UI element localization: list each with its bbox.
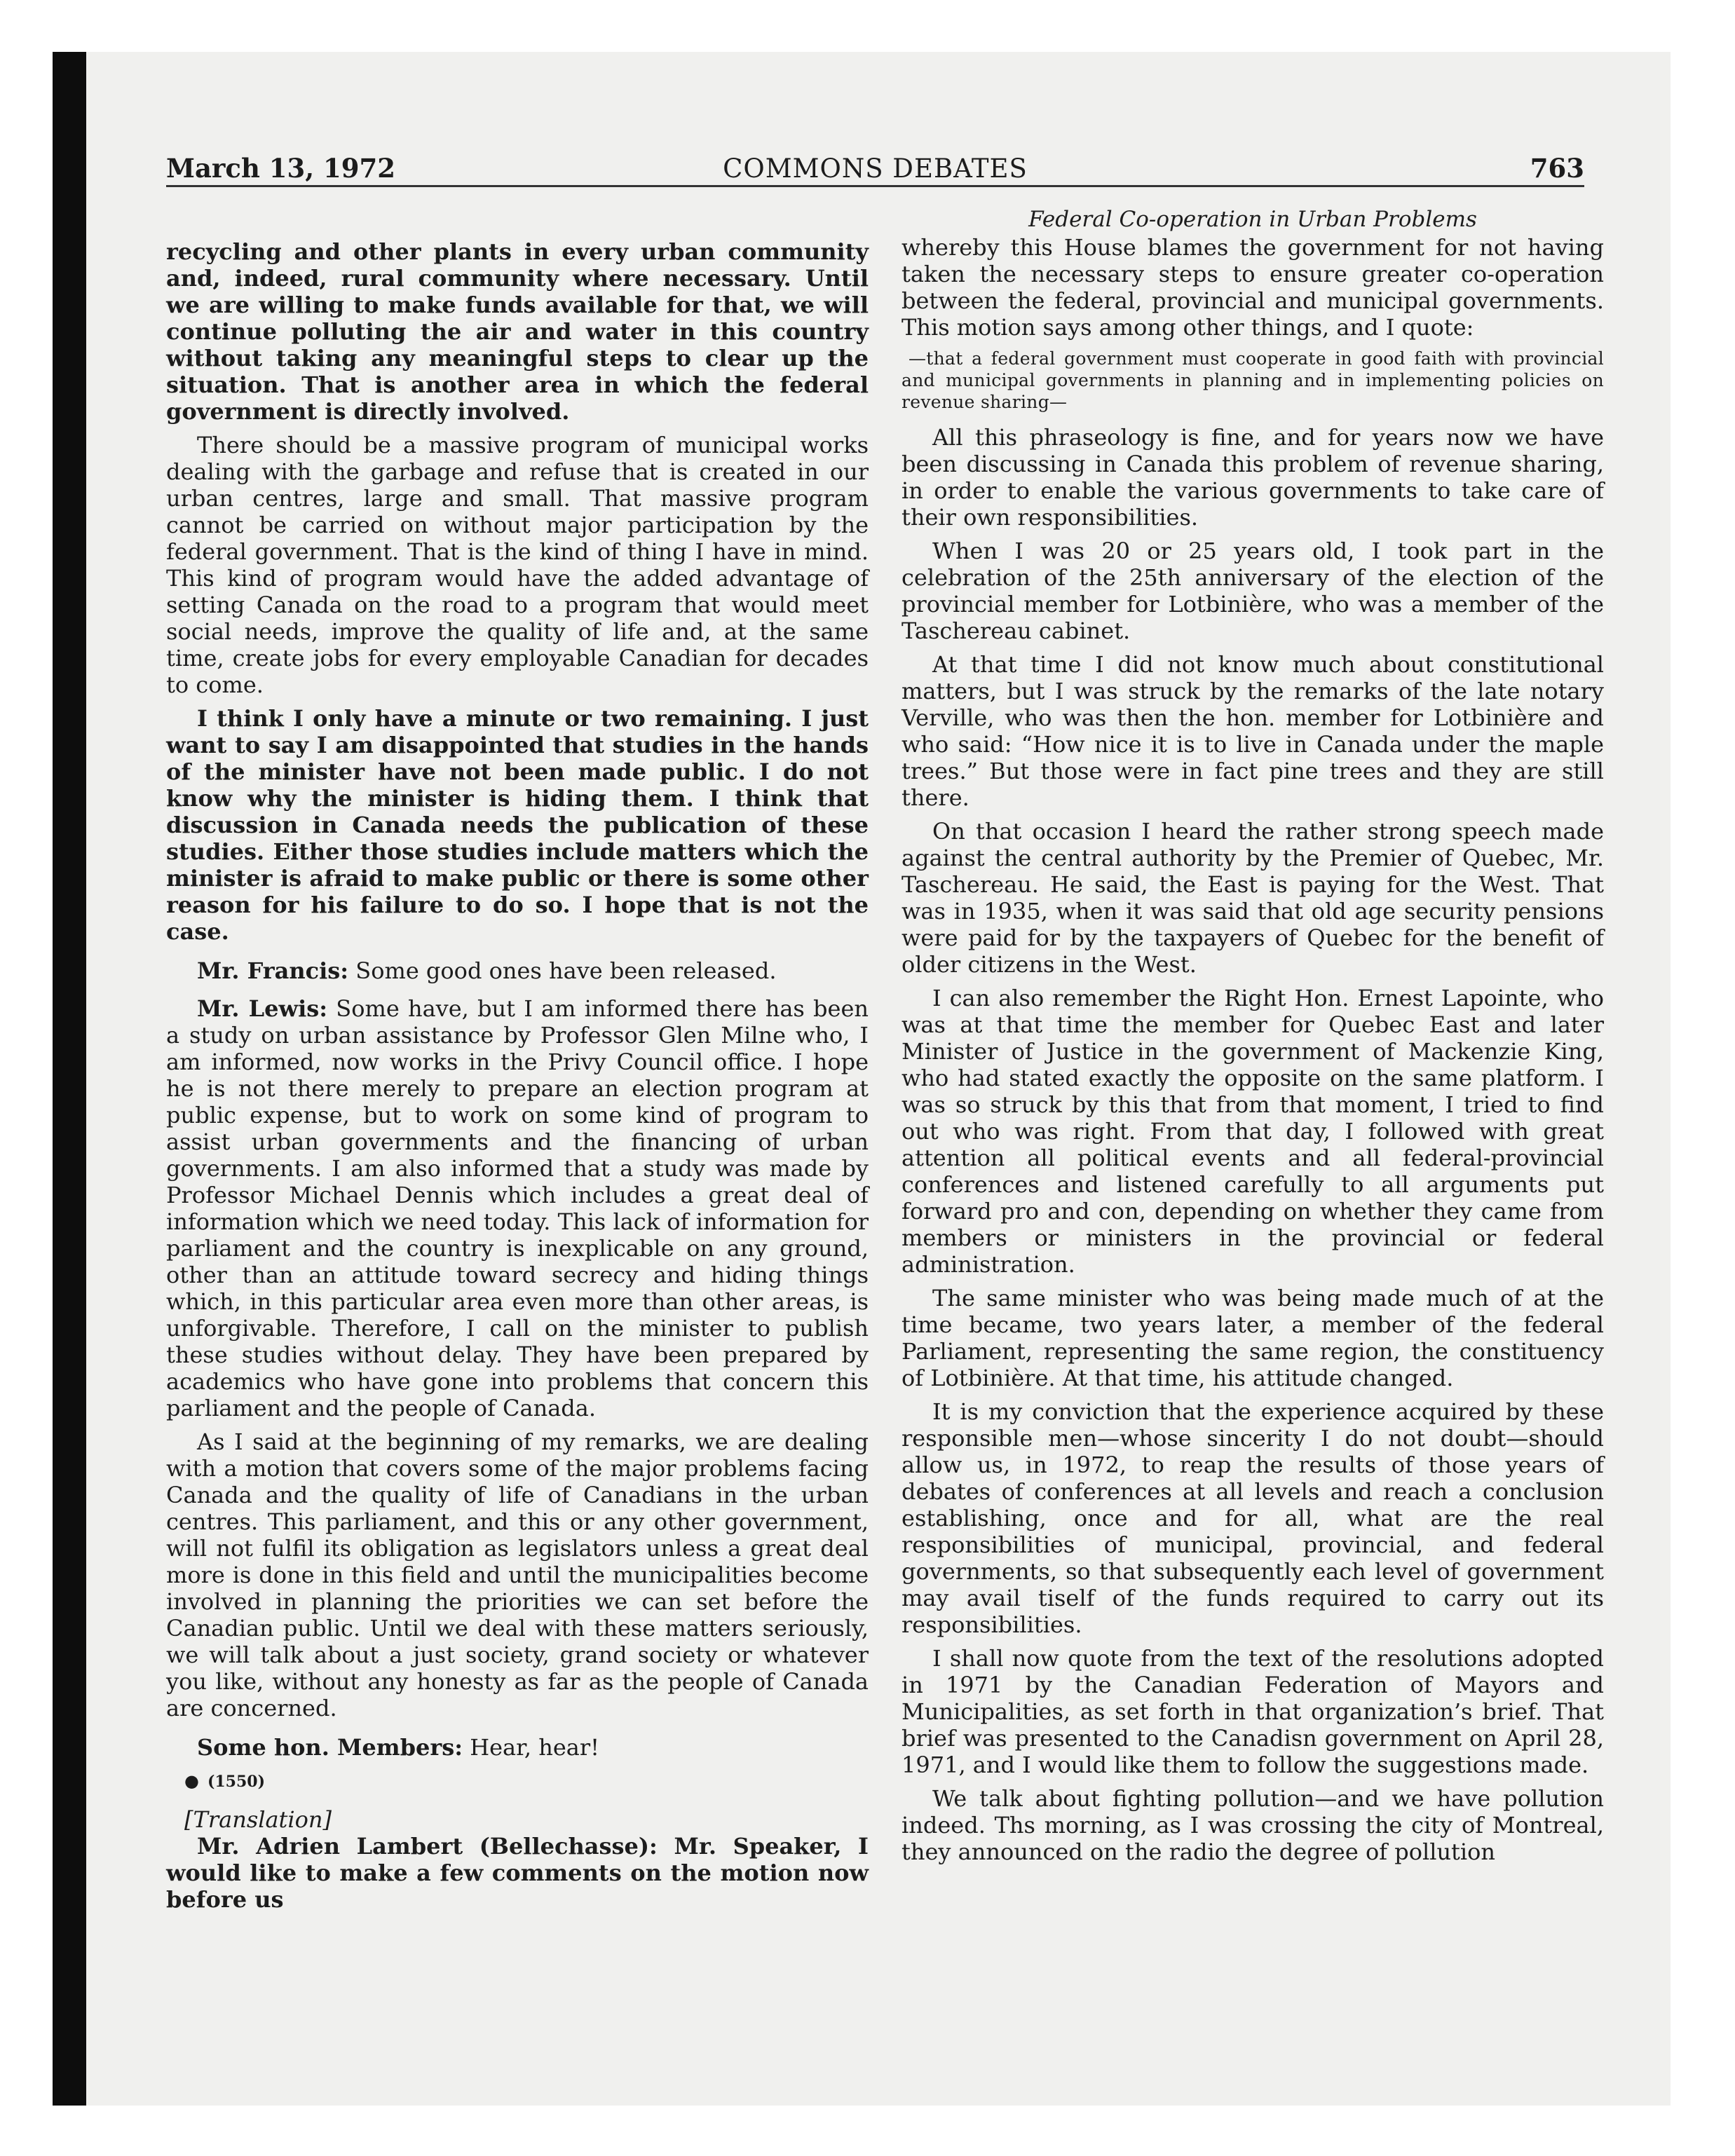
speech-text: Some have, but I am informed there has been a study on urban assistance by Professor Glen Milne who, I am informed, now works in the Privy Council office. I hope he is not there merely to prepare an election program at public expense, but to work on some kind of program to assist urban governments and the financing of urban governments. I am also informed that a study was made by Professor Michael Dennis which includes a great deal of information which we need today. This lack of information for parliament and the country is inexplicable on any ground, other than an attitude toward secrecy and hiding things which, in this particular area even more than other areas, is unforgivable. Therefore, I call on the minister to publish these studies without delay. They have been prepared by academics who have gone into problems that concern this parliament and the people of Canada. [166, 995, 869, 1421]
speech-text: Some good ones have been released. [355, 957, 777, 984]
paragraph: When I was 20 or 25 years old, I took part in the celebration of the 25th anniversary of the election of the provincial member for Lotbinière, who was a member of the Taschereau cabinet. [901, 538, 1604, 644]
header-page-number: 763 [1530, 153, 1584, 184]
bullet-icon: ● [184, 1770, 199, 1791]
paragraph: There should be a massive program of municipal works dealing with the garbage and refuse that is created in our urban centres, large and small. That massive program cannot be carried on without major participation by the federal government. That is the kind of thing I have in mind. This kind of program would have the added advantage of setting Canada on the road to a program that would meet social needs, improve the quality of life and, at the same time, create jobs for every employable Canadian for decades to come. [166, 432, 869, 698]
speaker-name: Mr. Francis: [197, 957, 349, 984]
paragraph: We talk about fighting pollution—and we have pollution indeed. Ths morning, as I was crossing the city of Montreal, they announced on the radio the degree of pollution [901, 1785, 1604, 1865]
binding-edge [53, 52, 86, 2106]
time-marker-text: (1550) [207, 1773, 266, 1791]
paragraph: I shall now quote from the text of the resolutions adopted in 1971 by the Canadian Federation of Mayors and Municipalities, as set forth in that organization’s brief. That brief was presented to the Canadisn government on April 28, 1971, and I would like them to follow the suggestions made. [901, 1645, 1604, 1778]
paragraph: It is my conviction that the experience acquired by these responsible men—whose sincerity I do not doubt—should allow us, in 1972, to reap the results of those years of debates of conferences at all levels and reach a conclusion establishing, once and for all, what are the real responsibilities of municipal, provincial, and federal governments, so that subsequently each level of government may avail tiself of the funds required to carry out its responsibilities. [901, 1398, 1604, 1638]
header-date: March 13, 1972 [166, 153, 395, 184]
paragraph: whereby this House blames the government for not having taken the necessary steps to ensure greater co-operation between the federal, provincial and municipal governments. This motion says among other things, and I quote: [901, 234, 1604, 341]
translation-label: [Translation] [184, 1806, 332, 1833]
speech-lambert [166, 1833, 869, 1913]
speech-francis [166, 957, 869, 984]
paragraph: At that time I did not know much about constitutional matters, but I was struck by the remarks of the late notary Verville, who was then the hon. member for Lotbinière and who said: “How nice it is to live in Canada under the maple trees.” But those were in fact pine trees and they are still there. [901, 651, 1604, 811]
speech-lewis [166, 995, 869, 1421]
speaker-name: Mr. Adrien Lambert (Bellechasse): [197, 1833, 658, 1860]
time-marker [166, 1768, 869, 1795]
block-quote: —that a federal government must cooperate in good faith with provincial and municipal governments in planning and in implementing policies on revenue sharing— [901, 348, 1604, 412]
speech-text: Mr. Speaker, I would like to make a few comments on the motion now before us [166, 1833, 869, 1913]
left-column [166, 238, 869, 1920]
speaker-name: Mr. Lewis: [197, 995, 328, 1022]
speech-text: Hear, hear! [470, 1734, 600, 1761]
page-header [166, 147, 1584, 186]
right-column [901, 206, 1604, 1872]
paragraph: recycling and other plants in every urban community and, indeed, rural community where necessary. Until we are willing to make funds available for that, we will continue polluting the air and water in this country without taking any meaningful steps to clear up the situation. That is another area in which the federal government is directly involved. [166, 238, 869, 425]
paragraph: I can also remember the Right Hon. Ernest Lapointe, who was at that time the member for Quebec East and later Minister of Justice in the government of Mackenzie King, who had stated exactly the opposite on the same platform. I was so struck by this that from that moment, I tried to find out who was right. From that day, I followed with great attention all political events and all federal-provincial conferences and listened carefully to all arguments put forward pro and con, depending on whether they came from members or ministers in the provincial or federal administration. [901, 985, 1604, 1278]
running-head: Federal Co-operation in Urban Problems [1028, 207, 1477, 232]
header-rule [166, 185, 1584, 187]
paragraph: As I said at the beginning of my remarks, we are dealing with a motion that covers some of the major problems facing Canada and the quality of life of Canadians in the urban centres. This parliament, and this or any other government, will not fulfil its obligation as legislators unless a great deal more is done in this field and until the municipalities become involved in planning the priorities we can set before the Canadian public. Until we deal with these matters seriously, we will talk about a just society, grand society or whatever you like, without any honesty as far as the people of Canada are concerned. [166, 1428, 869, 1721]
speaker-name: Some hon. Members: [197, 1734, 463, 1761]
paragraph: All this phraseology is fine, and for years now we have been discussing in Canada this problem of revenue sharing, in order to enable the various governments to take care of their own responsibilities. [901, 424, 1604, 531]
speech-members [166, 1734, 869, 1761]
paragraph: I think I only have a minute or two remaining. I just want to say I am disappointed that studies in the hands of the minister have not been made public. I do not know why the minister is hiding them. I think that discussion in Canada needs the publication of these studies. Either those studies include matters which the minister is afraid to make public or there is some other reason for his failure to do so. I hope that is not the case. [166, 705, 869, 945]
header-title: COMMONS DEBATES [723, 153, 1028, 184]
paragraph: The same minister who was being made much of at the time became, two years later, a member of the federal Parliament, representing the same region, the constituency of Lotbinière. At that time, his attitude changed. [901, 1285, 1604, 1391]
paragraph: On that occasion I heard the rather strong speech made against the central authority by the Premier of Quebec, Mr. Taschereau. He said, the East is paying for the West. That was in 1935, when it was said that old age security pensions were paid for by the taxpayers of Quebec for the benefit of older citizens in the West. [901, 818, 1604, 978]
